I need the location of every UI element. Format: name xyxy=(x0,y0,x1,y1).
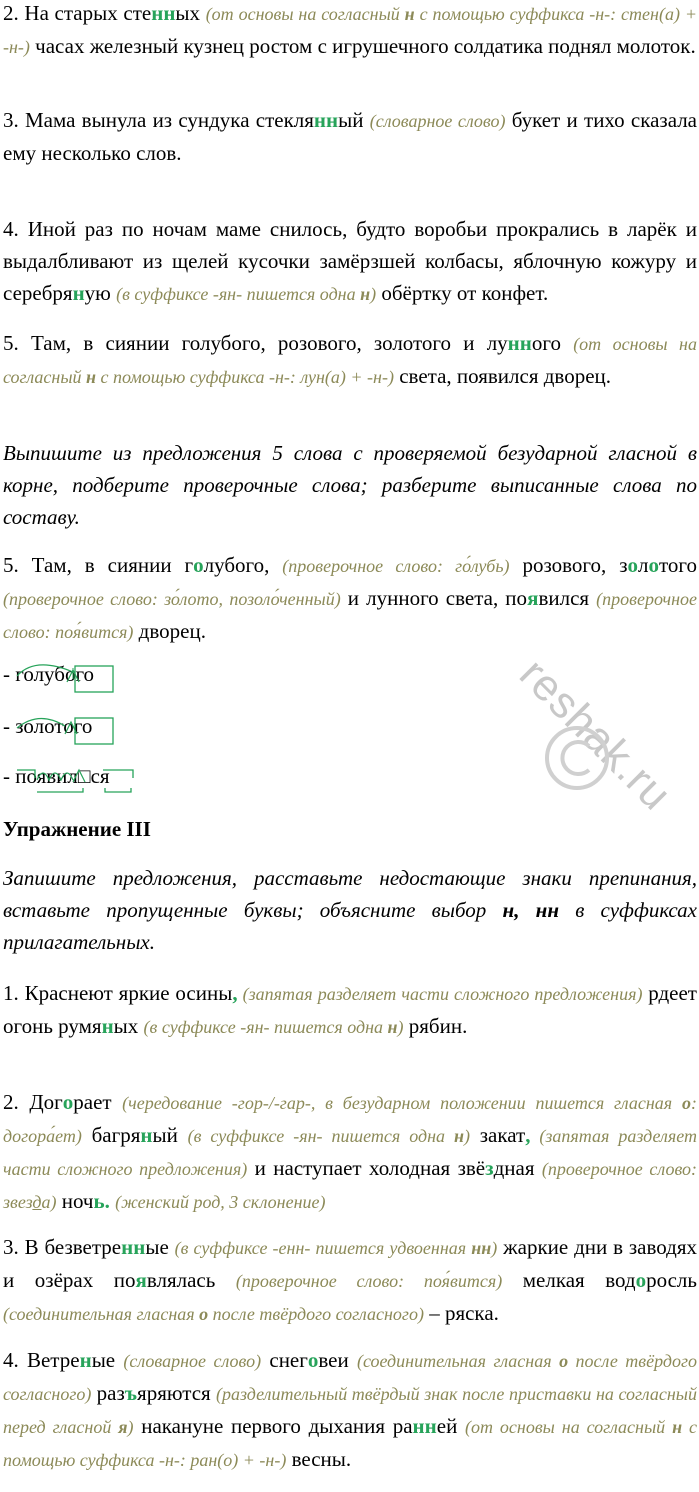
exercise-sentence-1: 1. Краснеют яркие осины, (запятая разделяет части сложного предложения) рдеет огонь румяных (в суффиксе -ян- пишется одна н) рябин. xyxy=(3,981,697,1038)
morpheme-marks xyxy=(15,662,115,702)
sentence-3: 3. Мама вынула из сундука стеклянный (словарное слово) букет и тихо сказала ему несколько слов. xyxy=(3,108,697,165)
task-instruction: Выпишите из предложения 5 слова с проверяемой безударной гласной в корне, подберите проверочные слова; разберите выписанные слова по составу. xyxy=(3,441,697,529)
note: (в суффиксе -ян- пишется одна н) xyxy=(116,284,377,304)
exercise-task: Запишите предложения, расставьте недостающие знаки препинания, вставьте пропущенные буквы; объясните выбор н, нн в суффиксах прилагательных. xyxy=(3,866,697,954)
highlight: нн xyxy=(313,108,339,132)
exercise-heading: Упражнение III xyxy=(3,817,151,841)
morpheme-word: появил□ся xyxy=(15,764,109,789)
morpheme-word: голубого xyxy=(15,662,94,687)
exercise-sentence-2: 2. Догорает (чередование -гор-/-гар-, в безударном положении пишется гласная о: догора́ет) багряный (в суффиксе -ян- пишется одна н) закат, (запятая разделяет части сложного предложения) и наступает холодная звёздная (проверочное слово: звезда) ночь. (женский род, 3 склонение) xyxy=(3,1090,698,1213)
sentence-4: 4. Иной раз по ночам маме снилось, будто воробьи прокрались в ларёк и выдалбливают из щелей кусочки замёрзшей колбасы, яблочную кожуру и серебряную (в суффиксе -ян- пишется одна н) обёртку от конфет. xyxy=(3,217,697,305)
morpheme-row-1: - голубого xyxy=(3,662,94,687)
sentence-2: 2. На старых стенных (от основы на согласный н с помощью суффикса -н-: стен(а) + -н-) часах железный кузнец ростом с игрушечного солдатика поднял молоток. xyxy=(3,1,697,58)
morpheme-marks xyxy=(15,764,135,804)
note: (словарное слово) xyxy=(369,111,506,131)
watermark-text: reshak.ru xyxy=(510,649,681,821)
morpheme-marks xyxy=(15,714,115,754)
exercise-sentence-4: 4. Ветреные (словарное слово) снеговеи (соединительная гласная о после твёрдого согласного) разъяряются (разделительный твёрдый знак после приставки на согласный перед гласной я) накануне первого дыхания ранней (от основы на согласный н с помощью суффикса -н-: ран(о) + -н-) весны. xyxy=(3,1348,697,1471)
note: (от основы на согласный н с помощью суффикса -н-: лун(а) + -н-) xyxy=(3,334,697,387)
watermark xyxy=(491,640,691,840)
morpheme-word: золотого xyxy=(15,714,92,739)
sentence-5: 5. Там, в сиянии голубого, розового, золотого и лунного (от основы на согласный н с помощью суффикса -н-: лун(а) + -н-) света, появился дворец. xyxy=(3,331,697,388)
highlight: нн xyxy=(507,331,532,355)
exercise-sentence-3: 3. В безветренные (в суффиксе -енн- пишется удвоенная нн) жаркие дни в заводях и озёрах появлялась (проверочное слово: поя́вится) мелкая водоросль (соединительная гласная о после твёрдого согласного) – ряска. xyxy=(3,1235,698,1325)
note: (от основы на согласный н с помощью суффикса -н-: стен(а) + -н-) xyxy=(3,4,697,57)
highlight: н xyxy=(72,281,85,305)
copyright-icon xyxy=(491,640,691,840)
sentence-5-analysis: 5. Там, в сиянии голубого, (проверочное слово: го́лубь) розового, золотого (проверочное слово: зо́лото, позоло́ченный) и лунного света, появился (проверочное слово: поя́вится) дворец. xyxy=(3,553,697,643)
highlight: нн xyxy=(151,1,176,25)
morpheme-row-3: - появил□ся xyxy=(3,764,110,789)
morpheme-row-2: - золотого xyxy=(3,714,92,739)
